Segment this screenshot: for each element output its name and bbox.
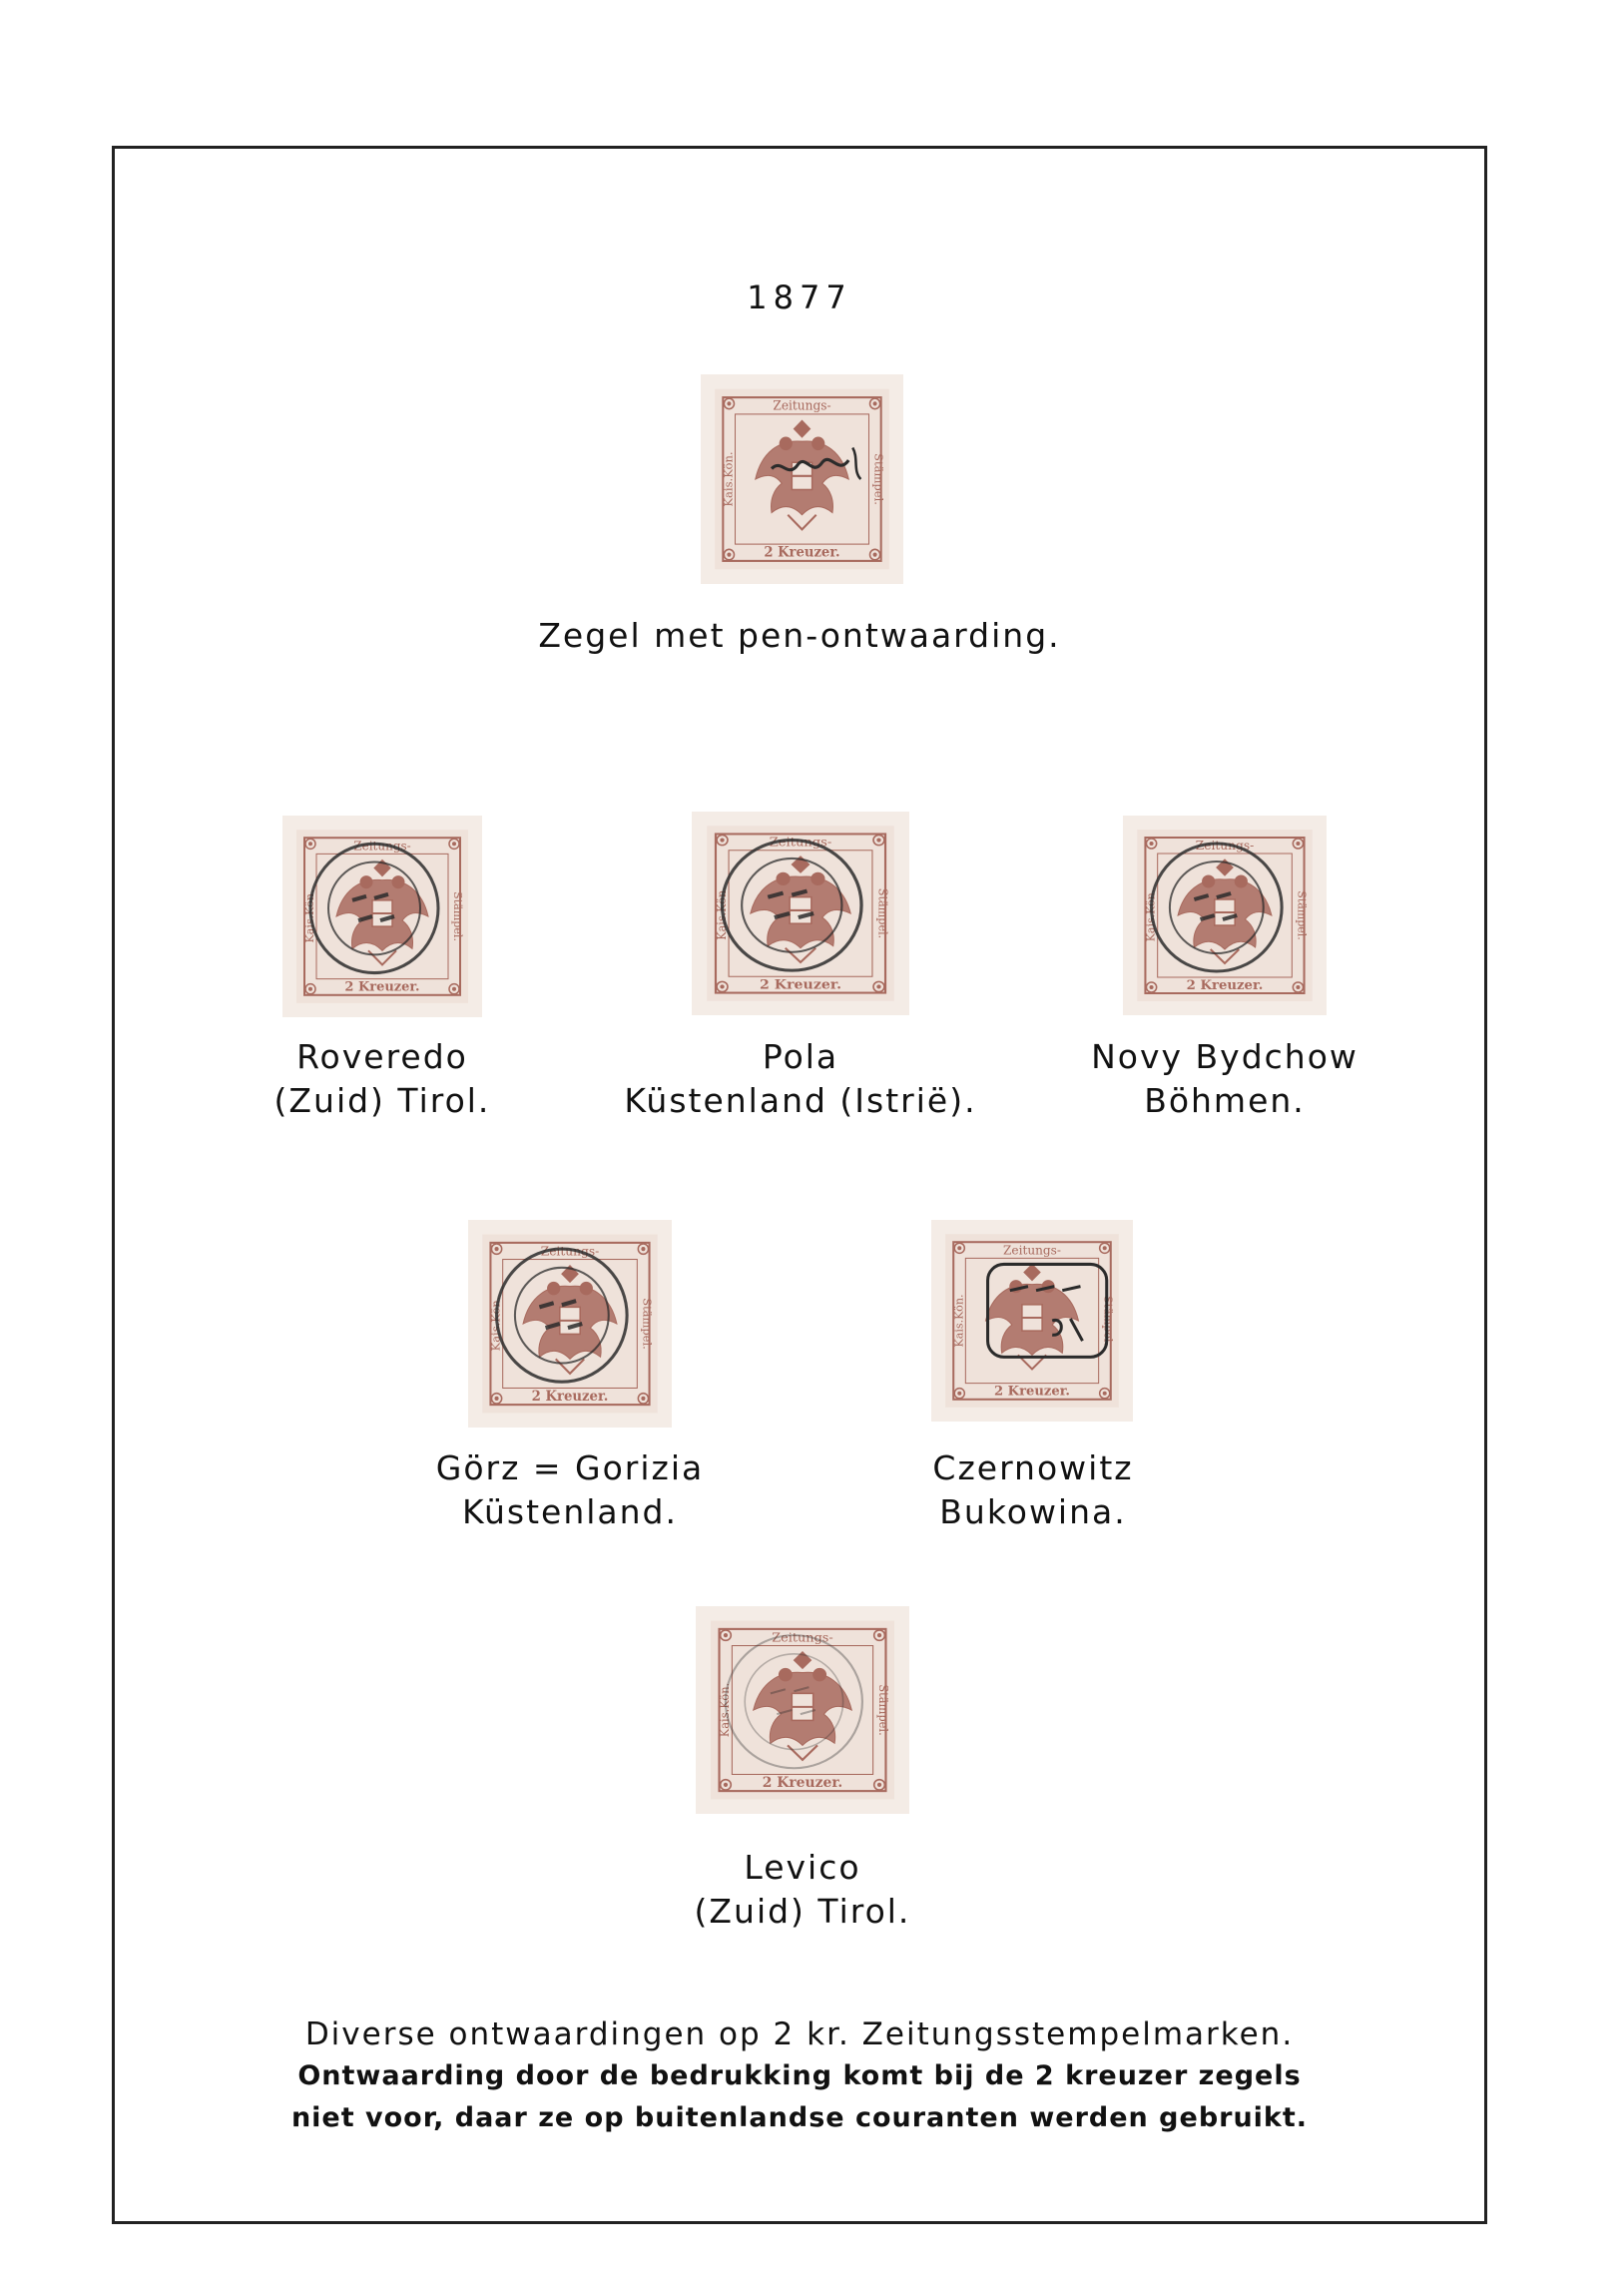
caption-line-1: Pola bbox=[762, 1037, 839, 1076]
caption-line-2: (Zuid) Tirol. bbox=[273, 1081, 491, 1120]
newspaper-stamp-image bbox=[692, 812, 909, 1015]
svg-text:Stämpel.: Stämpel. bbox=[1295, 890, 1309, 940]
svg-text:2 Kreuzer.: 2 Kreuzer. bbox=[344, 979, 420, 995]
svg-text:Stämpel.: Stämpel. bbox=[1101, 1295, 1115, 1347]
explanatory-notes bbox=[115, 2013, 1484, 2139]
stamp-czernowitz bbox=[931, 1220, 1133, 1422]
svg-text:Kais.Kön.: Kais.Kön. bbox=[303, 889, 316, 943]
caption-line-1: Görz = Gorizia bbox=[435, 1448, 705, 1487]
album-page-frame bbox=[112, 146, 1487, 2224]
caption-line-1: Novy Bydchow bbox=[1091, 1037, 1358, 1076]
svg-text:2 Kreuzer.: 2 Kreuzer. bbox=[531, 1388, 609, 1405]
caption-pola bbox=[596, 1035, 1005, 1123]
svg-text:2 Kreuzer.: 2 Kreuzer. bbox=[759, 976, 842, 993]
svg-text:Stämpel.: Stämpel. bbox=[640, 1298, 655, 1350]
stamp-novy-bydchow bbox=[1123, 816, 1327, 1015]
svg-text:Kais.Kön.: Kais.Kön. bbox=[714, 886, 729, 940]
caption-line-2: (Zuid) Tirol. bbox=[694, 1892, 911, 1931]
caption-line-2: Bukowina. bbox=[939, 1492, 1127, 1531]
stamp-pola bbox=[692, 812, 909, 1015]
svg-text:Stämpel.: Stämpel. bbox=[875, 1684, 891, 1736]
svg-text:Zeitungs-: Zeitungs- bbox=[772, 1629, 833, 1645]
caption-line-1: Czernowitz bbox=[932, 1448, 1134, 1487]
stamp-gorz bbox=[468, 1220, 672, 1428]
caption-line-2: Böhmen. bbox=[1144, 1081, 1306, 1120]
svg-text:Zeitungs-: Zeitungs- bbox=[1003, 1243, 1061, 1258]
caption-line-2: Küstenland (Istrië). bbox=[624, 1081, 977, 1120]
newspaper-stamp-image bbox=[282, 816, 482, 1017]
caption-line: Zegel met pen-ontwaarding. bbox=[538, 616, 1061, 655]
stamp-pen-cancel bbox=[701, 374, 903, 584]
svg-text:2 Kreuzer.: 2 Kreuzer. bbox=[762, 1775, 843, 1791]
svg-text:Zeitungs-: Zeitungs- bbox=[353, 839, 411, 854]
svg-text:2 Kreuzer.: 2 Kreuzer. bbox=[764, 544, 840, 561]
caption-levico bbox=[653, 1846, 952, 1934]
note-line-3: niet voor, daar ze op buitenlandse couranten werden gebruikt. bbox=[290, 2102, 1309, 2133]
note-line-1: Diverse ontwaardingen op 2 kr. Zeitungsstempelmarken. bbox=[304, 2016, 1295, 2052]
svg-text:Kais.Kön.: Kais.Kön. bbox=[952, 1294, 966, 1348]
stamp-levico bbox=[696, 1606, 909, 1814]
svg-text:Kais.Kön.: Kais.Kön. bbox=[721, 451, 736, 507]
caption-roveredo bbox=[233, 1035, 532, 1123]
svg-text:Zeitungs-: Zeitungs- bbox=[773, 397, 831, 413]
svg-text:2 Kreuzer.: 2 Kreuzer. bbox=[993, 1384, 1071, 1400]
svg-text:Zeitungs-: Zeitungs- bbox=[540, 1244, 600, 1259]
stamp-roveredo bbox=[282, 816, 482, 1017]
svg-text:Stämpel.: Stämpel. bbox=[871, 453, 886, 505]
page-year-heading: 1877 bbox=[747, 279, 852, 316]
caption-line-2: Küstenland. bbox=[461, 1492, 678, 1531]
caption-line-1: Levico bbox=[744, 1848, 861, 1887]
svg-text:Stämpel.: Stämpel. bbox=[875, 887, 890, 939]
caption-novy-bydchow bbox=[1065, 1035, 1384, 1123]
svg-text:2 Kreuzer.: 2 Kreuzer. bbox=[1186, 978, 1264, 993]
svg-text:Kais.Kön.: Kais.Kön. bbox=[718, 1682, 733, 1738]
caption-line-1: Roveredo bbox=[296, 1037, 468, 1076]
newspaper-stamp-image bbox=[468, 1220, 672, 1428]
caption-czernowitz bbox=[883, 1446, 1183, 1534]
newspaper-stamp-image bbox=[1123, 816, 1327, 1015]
caption-pen-cancel bbox=[115, 614, 1484, 658]
svg-text:Kais.Kön.: Kais.Kön. bbox=[488, 1296, 503, 1352]
newspaper-stamp-image bbox=[931, 1220, 1133, 1422]
svg-text:Zeitungs-: Zeitungs- bbox=[1195, 839, 1255, 853]
svg-text:Zeitungs-: Zeitungs- bbox=[769, 835, 832, 850]
svg-text:Kais.Kön.: Kais.Kön. bbox=[1144, 888, 1158, 942]
svg-text:Stämpel.: Stämpel. bbox=[451, 891, 464, 941]
newspaper-stamp-image bbox=[701, 374, 903, 584]
caption-gorz bbox=[410, 1446, 730, 1534]
newspaper-stamp-image bbox=[696, 1606, 909, 1814]
note-line-2: Ontwaarding door de bedrukking komt bij de 2 kreuzer zegels bbox=[297, 2060, 1302, 2091]
